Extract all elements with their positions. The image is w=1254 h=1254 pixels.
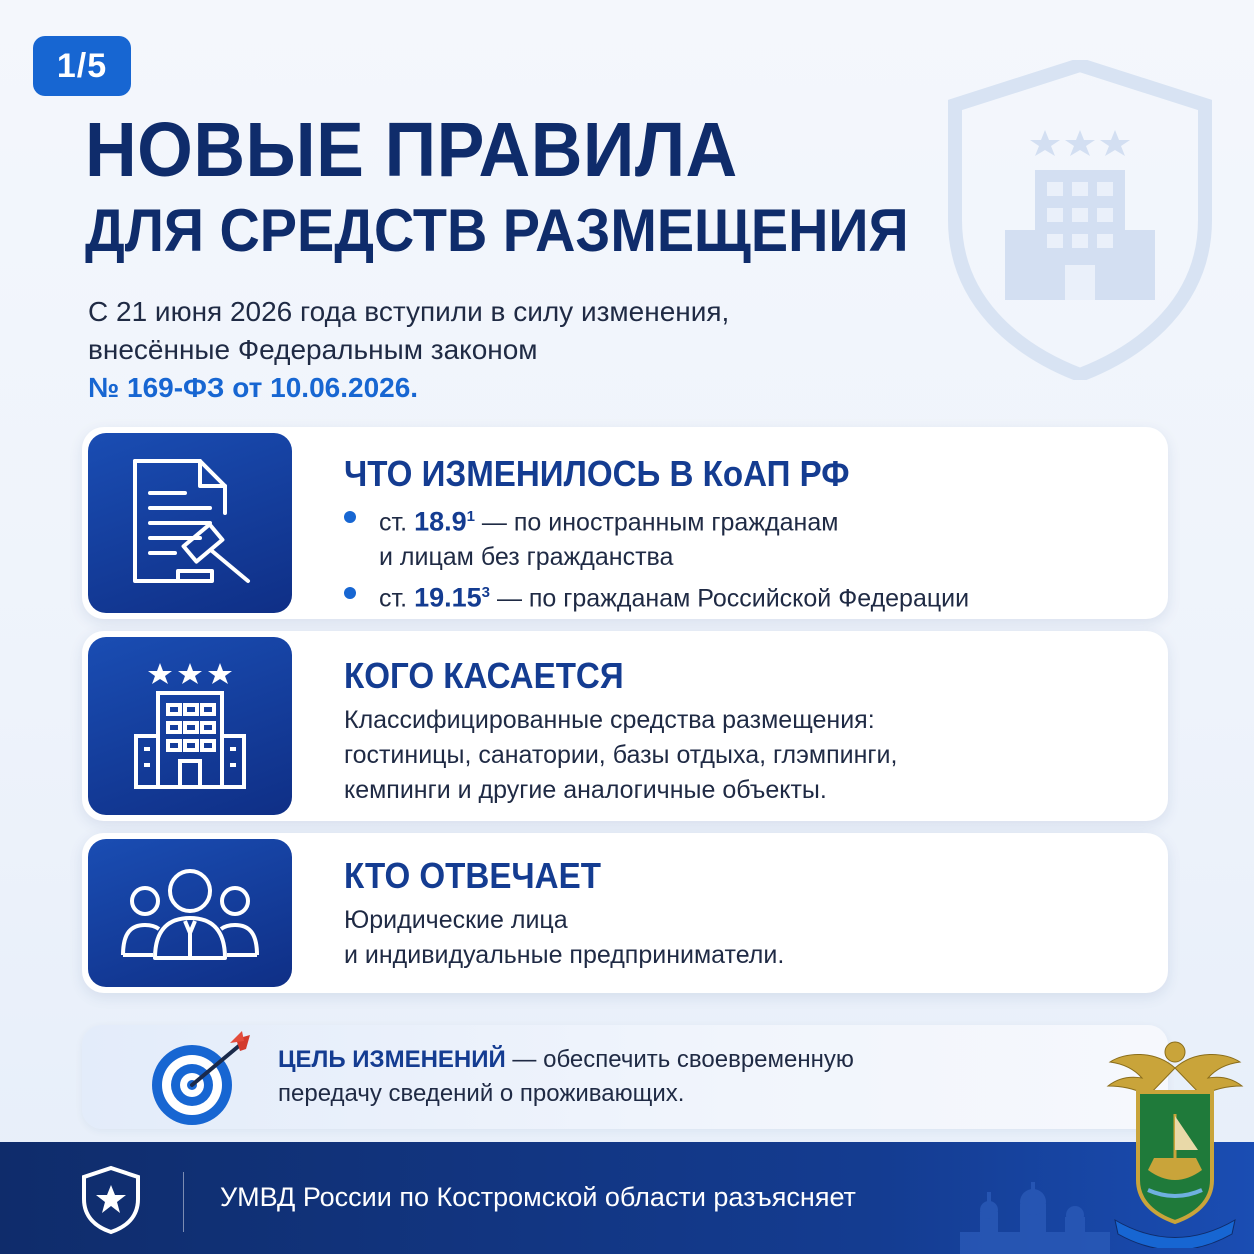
goal-block	[82, 1025, 1168, 1129]
article-superscript: 1	[466, 508, 475, 525]
title-line-1: НОВЫЕ ПРАВИЛА	[85, 107, 738, 193]
document-gavel-icon	[88, 433, 292, 613]
bullet-text: — по иностранным гражданам	[474, 508, 839, 537]
target-arrow-icon	[148, 1029, 258, 1129]
town-silhouette-icon	[960, 1182, 1110, 1254]
goal-text	[278, 1043, 854, 1111]
bullet-prefix: ст.	[379, 508, 415, 537]
hotel-building-icon	[88, 637, 292, 815]
koap-bullet-list	[344, 499, 969, 617]
card-koap-changes	[82, 427, 1168, 619]
background-shield-hotel-icon	[945, 60, 1215, 380]
footer-bar	[0, 1142, 1254, 1254]
bullet-prefix: ст.	[379, 584, 415, 613]
title-line-2: ДЛЯ СРЕДСТВ РАЗМЕЩЕНИЯ	[85, 197, 909, 264]
who-applies-line-1: Классифицированные средства размещения:	[344, 706, 875, 734]
article-number: 19.15	[414, 582, 482, 613]
card-who-applies	[82, 631, 1168, 821]
law-reference: № 169-ФЗ от 10.06.2026.	[88, 372, 419, 403]
mvd-kostroma-emblem-icon	[1100, 1030, 1250, 1248]
card-who-responsible-heading: КТО ОТВЕЧАЕТ	[344, 855, 601, 896]
intro-line-2: внесённые Федеральным законом	[88, 334, 538, 365]
who-responsible-line-1: Юридические лица	[344, 906, 568, 934]
card-who-responsible-text	[344, 903, 784, 973]
article-superscript: 3	[481, 584, 490, 602]
who-responsible-line-2: и индивидуальные предприниматели.	[344, 941, 785, 969]
card-koap-heading: ЧТО ИЗМЕНИЛОСЬ В КоАП РФ	[344, 453, 850, 494]
people-group-icon	[88, 839, 292, 987]
list-item	[344, 575, 969, 616]
intro-text	[88, 293, 729, 407]
bullet-text: — по гражданам Российской Федерации	[490, 584, 970, 613]
who-applies-line-3: кемпинги и другие аналогичные объекты.	[344, 776, 827, 804]
police-shield-star-icon	[80, 1165, 142, 1235]
list-item	[344, 499, 969, 575]
page-indicator-badge: 1/5	[33, 36, 131, 96]
card-who-applies-text	[344, 703, 897, 808]
who-applies-line-2: гостиницы, санатории, базы отдыха, глэмпинги,	[344, 741, 898, 769]
card-who-responsible	[82, 833, 1168, 993]
page-title	[85, 107, 971, 264]
goal-text-line-1: — обеспечить своевременную	[505, 1046, 854, 1073]
intro-line-1: С 21 июня 2026 года вступили в силу изменения,	[88, 296, 730, 327]
footer-divider	[183, 1172, 184, 1232]
footer-text: УМВД России по Костромской области разъясняет	[220, 1182, 856, 1212]
goal-label: ЦЕЛЬ ИЗМЕНЕНИЙ	[278, 1046, 506, 1073]
card-who-applies-heading: КОГО КАСАЕТСЯ	[344, 655, 624, 696]
bullet-text-cont: и лицам без гражданства	[379, 543, 674, 572]
goal-text-line-2: передачу сведений о проживающих.	[278, 1080, 685, 1107]
article-number: 18.9	[414, 506, 467, 537]
